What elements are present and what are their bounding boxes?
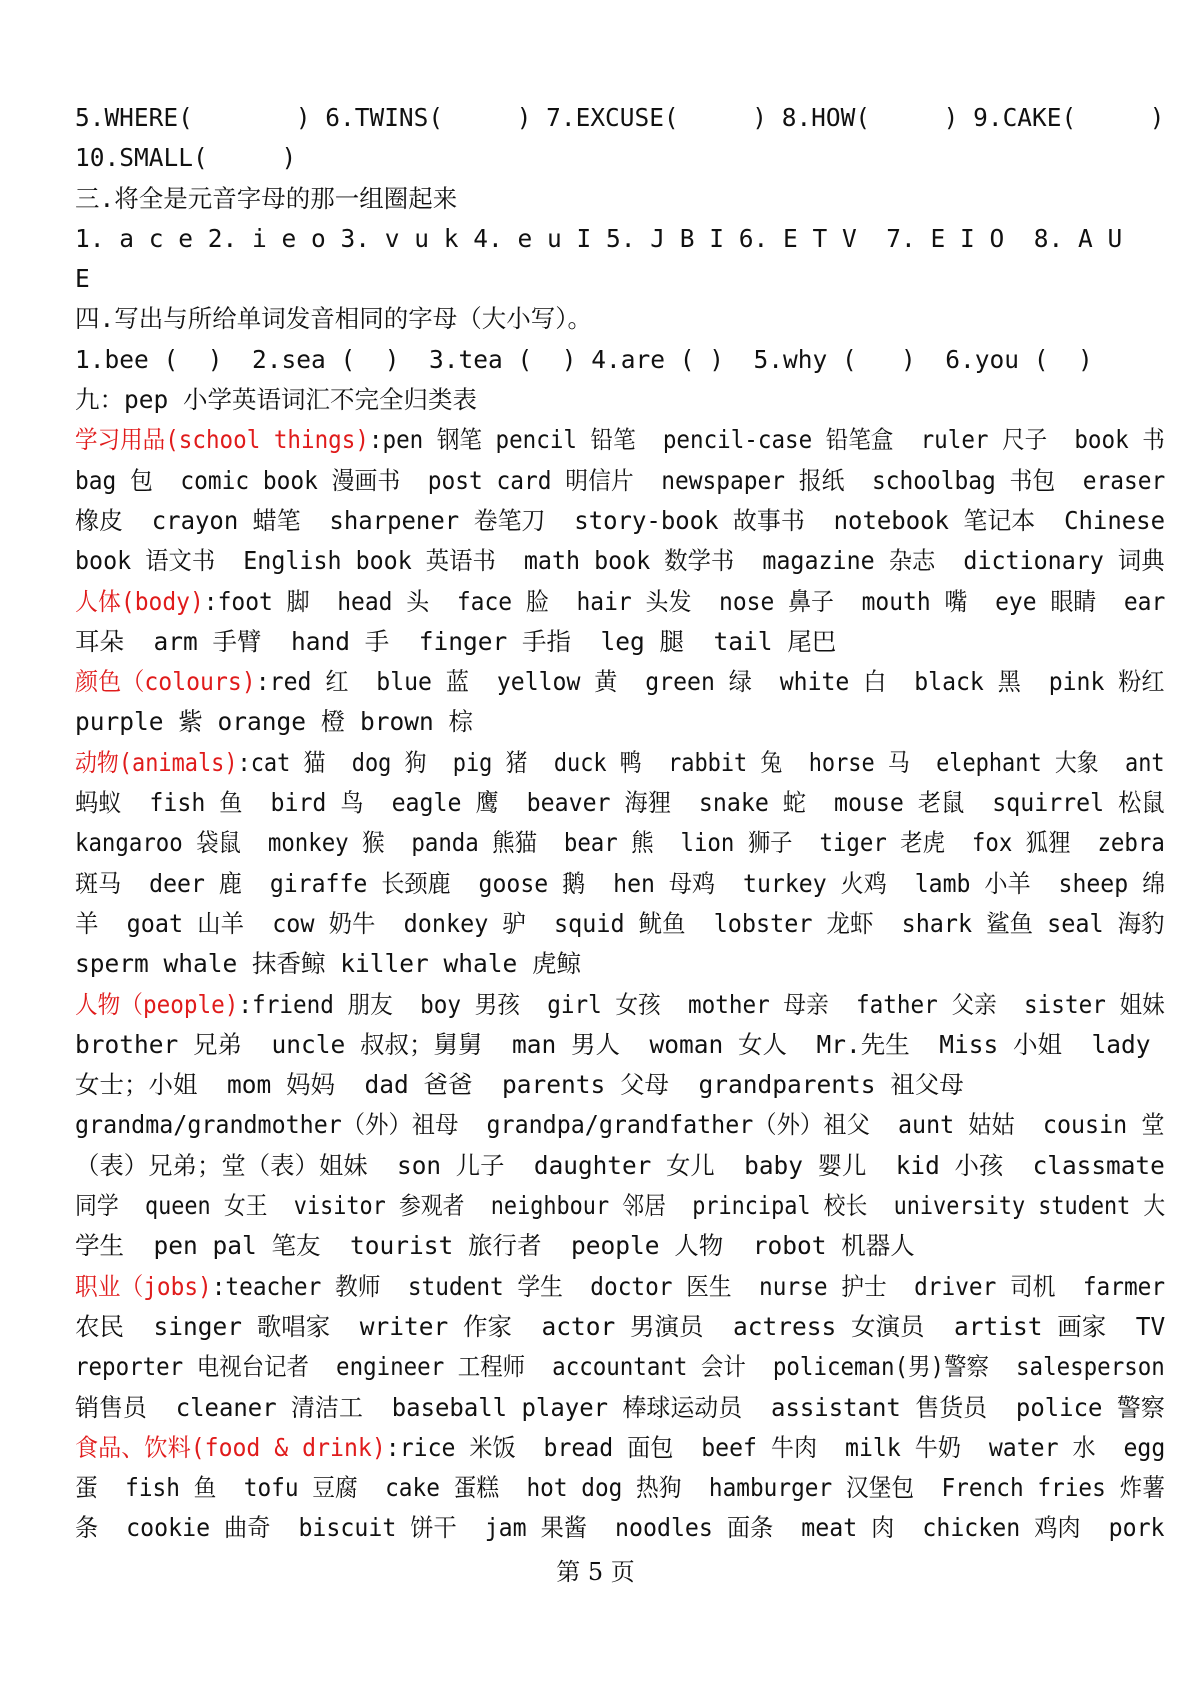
line-text: :rice 米饭 bread 面包 beef 牛肉 milk 牛奶 water 水 egg bbox=[385, 1432, 1166, 1462]
line-text: :pen 钢笔 pencil 铅笔 pencil-case 铅笔盒 ruler 尺子 book 书 bbox=[368, 425, 1165, 455]
text-line bbox=[75, 985, 1165, 1025]
line-text: :foot 脚 head 头 face 脸 hair 头发 nose 鼻子 mouth 嘴 eye 眼睛 ear bbox=[203, 586, 1166, 616]
text-line bbox=[75, 1105, 1165, 1145]
text-line bbox=[75, 1186, 1166, 1226]
line-text: 耳朵 arm 手臂 hand 手 finger 手指 leg 腿 tail 尾巴 bbox=[75, 626, 837, 656]
text-line bbox=[75, 823, 1165, 863]
text-line bbox=[75, 1347, 1165, 1387]
line-text: （表）兄弟；堂（表）姐妹 son 儿子 daughter 女儿 baby 婴儿 kid 小孩 classmate bbox=[75, 1150, 1165, 1180]
line-text: 1. a c e 2. i e o 3. v u k 4. e u I 5. J B I 6. E T V 7. E I O 8. A U bbox=[75, 223, 1123, 253]
line-text: :teacher 教师 student 学生 doctor 医生 nurse 护士 driver 司机 farmer bbox=[211, 1271, 1166, 1301]
line-text: sperm whale 抹香鲸 killer whale 虎鲸 bbox=[75, 949, 582, 979]
line-text: 九：pep 小学英语词汇不完全归类表 bbox=[75, 385, 477, 415]
line-text: 10.SMALL( ) bbox=[75, 143, 297, 173]
text-line bbox=[75, 299, 1165, 339]
text-line bbox=[75, 582, 1166, 622]
text-line bbox=[75, 1146, 1165, 1186]
text-line bbox=[75, 1508, 1165, 1548]
line-text: 羊 goat 山羊 cow 奶牛 donkey 驴 squid 鱿鱼 lobster 龙虾 shark 鲨鱼 seal 海豹 bbox=[75, 908, 1165, 938]
text-line bbox=[75, 1388, 1165, 1428]
category-label: 职业（jobs) bbox=[75, 1271, 212, 1301]
text-line bbox=[75, 340, 1165, 380]
text-line bbox=[75, 622, 1165, 662]
line-text: 1.bee ( ) 2.sea ( ) 3.tea ( ) 4.are ( ) 5.why ( ) 6.you ( ) bbox=[75, 344, 1093, 374]
text-line bbox=[75, 1065, 1165, 1105]
text-line bbox=[75, 783, 1165, 823]
category-label: 人体(body) bbox=[75, 586, 204, 616]
line-text: 同学 queen 女王 visitor 参观者 neighbour 邻居 principal 校长 university student 大 bbox=[75, 1191, 1166, 1221]
line-text: brother 兄弟 uncle 叔叔；舅舅 man 男人 woman 女人 Mr.先生 Miss 小姐 lady bbox=[75, 1029, 1151, 1059]
text-line bbox=[75, 1025, 1165, 1065]
category-label: 动物(animals) bbox=[75, 747, 238, 777]
text-line bbox=[75, 1468, 1166, 1508]
text-line bbox=[75, 219, 1165, 259]
line-text: 学生 pen pal 笔友 tourist 旅行者 people 人物 robot 机器人 bbox=[75, 1231, 915, 1261]
text-line bbox=[75, 1307, 1165, 1347]
line-text: 斑马 deer 鹿 giraffe 长颈鹿 goose 鹅 hen 母鸡 turkey 火鸡 lamb 小羊 sheep 绵 bbox=[75, 868, 1166, 898]
category-label: 食品、饮料(food & drink) bbox=[75, 1432, 386, 1462]
document-body bbox=[75, 98, 1165, 1549]
line-text: 四.写出与所给单词发音相同的字母（大小写）。 bbox=[75, 304, 592, 334]
text-line bbox=[75, 743, 1165, 783]
text-line bbox=[75, 420, 1165, 460]
category-label: 人物（people) bbox=[75, 989, 239, 1019]
line-text: 橡皮 crayon 蜡笔 sharpener 卷笔刀 story-book 故事书 notebook 笔记本 Chinese bbox=[75, 505, 1166, 535]
text-line bbox=[75, 1428, 1166, 1468]
line-text: book 语文书 English book 英语书 math book 数学书 magazine 杂志 dictionary 词典 bbox=[75, 546, 1165, 576]
line-text: bag 包 comic book 漫画书 post card 明信片 newspaper 报纸 schoolbag 书包 eraser bbox=[75, 465, 1166, 495]
text-line bbox=[75, 259, 1165, 299]
text-line bbox=[75, 904, 1165, 944]
line-text: grandma/grandmother（外）祖母 grandpa/grandfather（外）祖父 aunt 姑姑 cousin 堂 bbox=[75, 1110, 1165, 1140]
line-text: :red 红 blue 蓝 yellow 黄 green 绿 white 白 black 黑 pink 粉红 bbox=[255, 667, 1165, 697]
text-line bbox=[75, 944, 1165, 984]
line-text: 蚂蚁 fish 鱼 bird 鸟 eagle 鹰 beaver 海狸 snake 蛇 mouse 老鼠 squirrel 松鼠 bbox=[75, 788, 1165, 818]
line-text: :friend 朋友 boy 男孩 girl 女孩 mother 母亲 father 父亲 sister 姐妹 bbox=[238, 989, 1165, 1019]
text-line bbox=[75, 179, 1165, 219]
line-text: E bbox=[75, 264, 90, 294]
line-text: 条 cookie 曲奇 biscuit 饼干 jam 果酱 noodles 面条 meat 肉 chicken 鸡肉 pork bbox=[75, 1513, 1165, 1543]
page-number: 第 5 页 bbox=[556, 1558, 635, 1586]
line-text: 5.WHERE( ) 6.TWINS( ) 7.EXCUSE( ) 8.HOW( ) 9.CAKE( ) bbox=[75, 103, 1165, 132]
line-text: :cat 猫 dog 狗 pig 猪 duck 鸭 rabbit 兔 horse 马 elephant 大象 ant bbox=[237, 747, 1165, 777]
text-line bbox=[75, 461, 1166, 501]
line-text: reporter 电视台记者 engineer 工程师 accountant 会计 policeman(男)警察 salesperson bbox=[75, 1352, 1165, 1382]
line-text: 女士；小姐 mom 妈妈 dad 爸爸 parents 父母 grandparents 祖父母 bbox=[75, 1070, 964, 1100]
category-label: 颜色（colours) bbox=[75, 667, 256, 697]
text-line bbox=[75, 702, 1165, 742]
text-line bbox=[75, 1267, 1166, 1307]
line-text: purple 紫 orange 橙 brown 棕 bbox=[75, 707, 474, 737]
text-line bbox=[75, 380, 1165, 420]
line-text: 三.将全是元音字母的那一组圈起来 bbox=[75, 183, 458, 213]
line-text: 蛋 fish 鱼 tofu 豆腐 cake 蛋糕 hot dog 热狗 hamburger 汉堡包 French fries 炸薯 bbox=[75, 1473, 1166, 1503]
text-line bbox=[75, 662, 1165, 702]
text-line bbox=[75, 138, 1165, 178]
line-text: kangaroo 袋鼠 monkey 猴 panda 熊猫 bear 熊 lion 狮子 tiger 老虎 fox 狐狸 zebra bbox=[75, 828, 1165, 858]
text-line bbox=[75, 501, 1166, 541]
text-line bbox=[75, 1226, 1165, 1266]
line-text: 销售员 cleaner 清洁工 baseball player 棒球运动员 assistant 售货员 police 警察 bbox=[75, 1392, 1165, 1422]
text-line bbox=[75, 98, 1163, 138]
category-label: 学习用品(school things) bbox=[75, 425, 369, 455]
line-text: 农民 singer 歌唱家 writer 作家 actor 男演员 actress 女演员 artist 画家 TV bbox=[75, 1311, 1166, 1341]
text-line bbox=[75, 541, 1165, 581]
text-line bbox=[75, 864, 1166, 904]
